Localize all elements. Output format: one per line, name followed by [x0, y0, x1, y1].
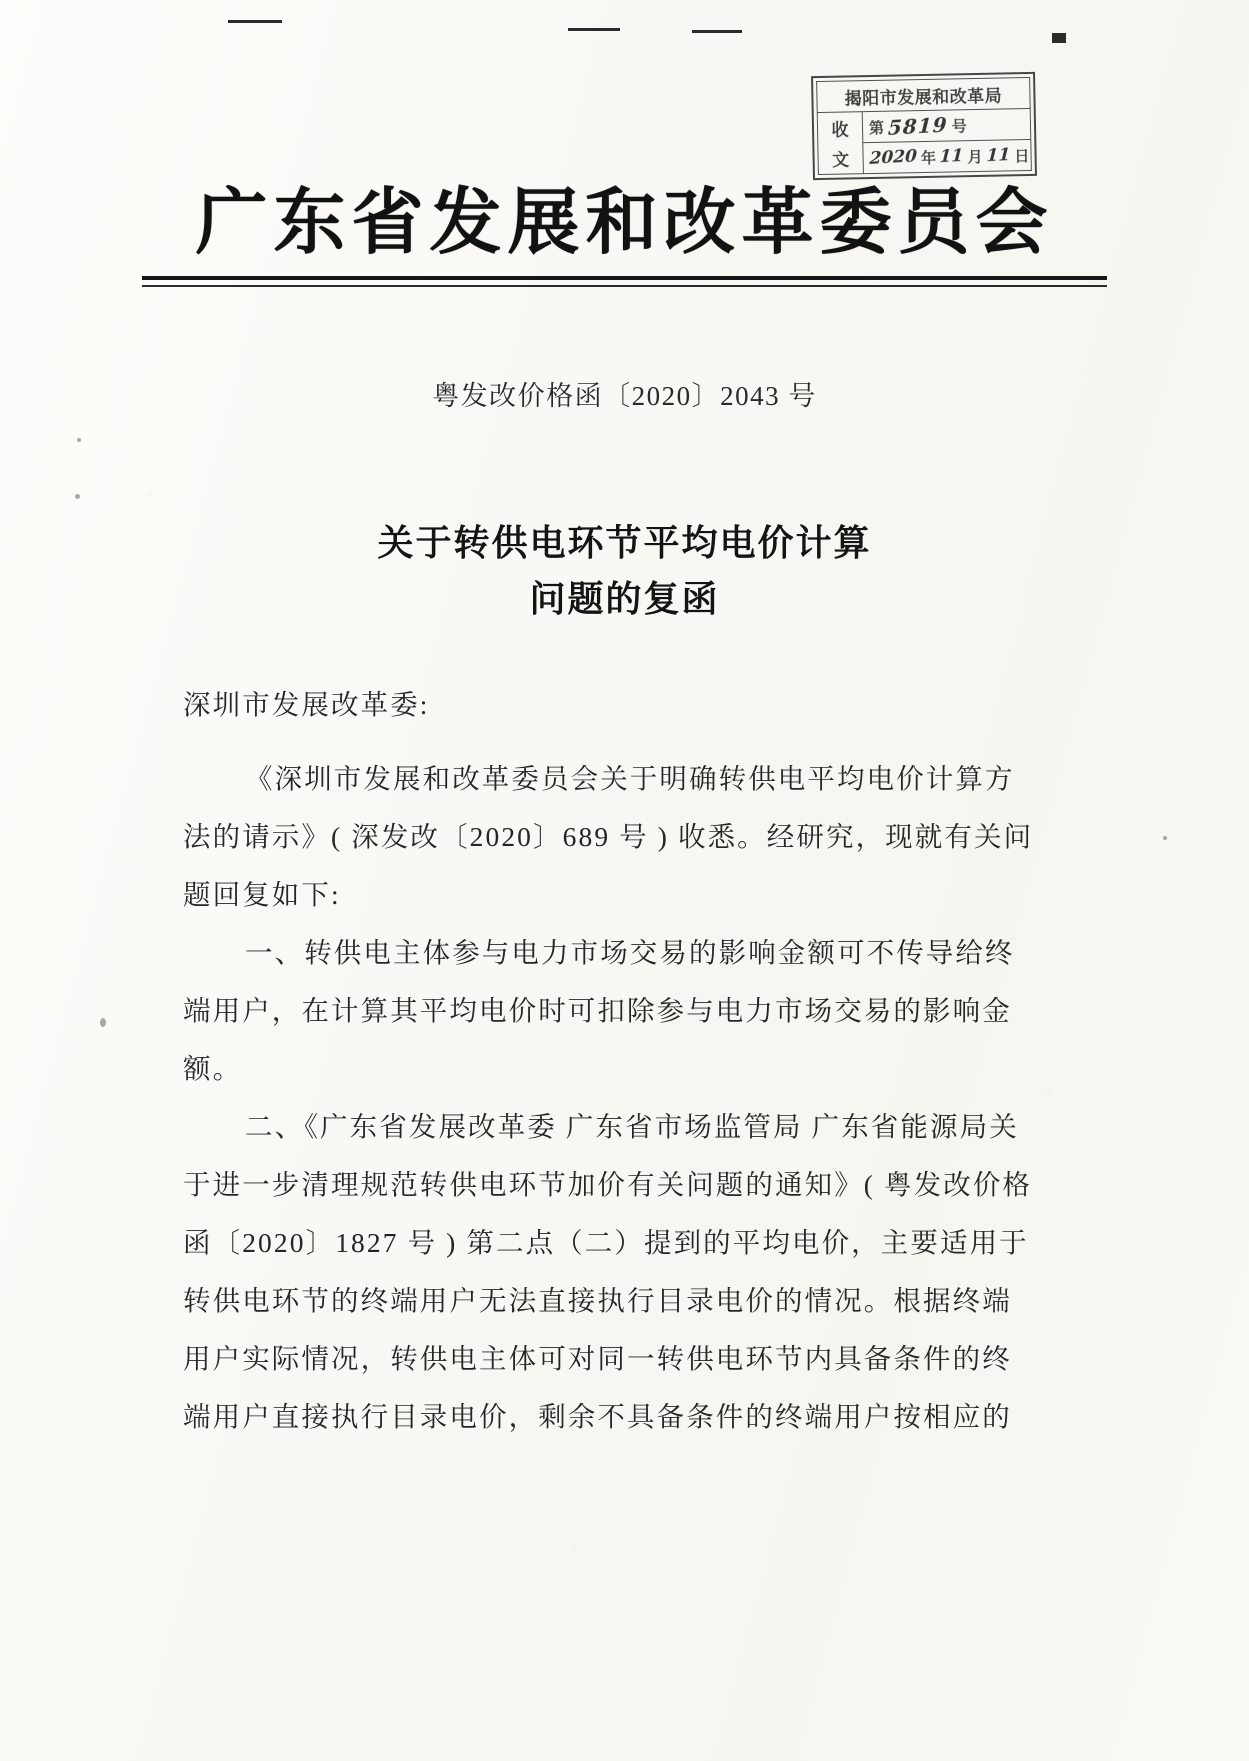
received-stamp-date-year: 2020	[869, 146, 918, 170]
received-stamp-number-value: 5819	[887, 112, 949, 141]
body-line: 端用户，在计算其平均电价时可扣除参与电力市场交易的影响金	[183, 995, 1012, 1026]
page-title-line-2: 问题的复函	[529, 578, 720, 620]
received-stamp-number-prefix: 第	[868, 118, 885, 137]
body-line: 二、《广东省发展改革委 广东省市场监管局 广东省能源局关	[245, 1111, 1019, 1142]
body-line: 于进一步清理规范转供电环节加价有关问题的通知》( 粤发改价格	[183, 1169, 1033, 1200]
masthead-rule-thick	[142, 276, 1107, 280]
issuing-agency-name: 广东省发展和改革委员会	[195, 180, 1054, 264]
received-stamp-date-year-unit: 年	[920, 148, 937, 167]
received-stamp-fields-column	[863, 109, 1031, 173]
received-stamp	[811, 72, 1037, 180]
scan-speck	[1163, 836, 1167, 840]
received-stamp-number-row	[863, 109, 1031, 143]
body-line: 额。	[183, 1053, 243, 1084]
page-title	[0, 516, 1249, 628]
body-line: 转供电环节的终端用户无法直接执行目录电价的情况。根据终端	[183, 1285, 1012, 1316]
received-stamp-date-day-unit: 日	[1014, 146, 1030, 165]
body-paragraphs	[183, 750, 1074, 1446]
masthead	[0, 180, 1249, 264]
received-stamp-frame	[816, 77, 1032, 175]
received-stamp-label-column	[818, 113, 864, 174]
received-stamp-body	[818, 109, 1031, 174]
received-stamp-date-month: 11	[939, 145, 965, 168]
received-stamp-date-day: 11	[986, 144, 1011, 167]
body-line: 用户实际情况，转供电主体可对同一转供电环节内具备条件的终	[183, 1343, 1012, 1374]
page-title-line-1: 关于转供电环节平均电价计算	[377, 523, 872, 564]
scan-speck	[77, 438, 81, 442]
masthead-rule-thin	[142, 285, 1107, 287]
body-line: 一、转供电主体参与电力市场交易的影响金额可不传导给终	[245, 937, 1015, 968]
document-number: 粤发改价格函〔2020〕2043 号	[432, 381, 817, 411]
crop-mark-corner	[1052, 33, 1066, 43]
received-stamp-label-wen: 文	[831, 150, 850, 172]
received-stamp-date-row	[863, 140, 1031, 173]
crop-mark-center	[568, 28, 620, 31]
received-stamp-date-month-unit: 月	[967, 147, 983, 166]
received-stamp-label-shou: 收	[831, 120, 849, 141]
para-intro	[183, 750, 1074, 924]
para-item-2	[183, 1098, 1074, 1446]
body-line: 题回复如下:	[183, 879, 341, 910]
crop-mark-left	[228, 20, 282, 23]
body-line: 《深圳市发展和改革委员会关于明确转供电平均电价计算方	[245, 763, 1015, 794]
body-line: 法的请示》( 深发改〔2020〕689 号 ) 收悉。经研究，现就有关问	[183, 821, 1034, 852]
body-line: 函〔2020〕1827 号 ) 第二点（二）提到的平均电价，主要适用于	[183, 1227, 1029, 1258]
masthead-rule	[142, 276, 1107, 287]
crop-mark-right	[692, 30, 742, 33]
scan-speck	[75, 494, 80, 499]
body-line: 端用户直接执行目录电价，剩余不具备条件的终端用户按相应的	[183, 1401, 1012, 1432]
document-body	[183, 676, 1074, 1446]
received-stamp-title: 揭阳市发展和改革局	[817, 78, 1030, 113]
received-stamp-number-suffix: 号	[951, 116, 967, 136]
para-item-1	[183, 924, 1074, 1098]
salutation: 深圳市发展改革委:	[183, 689, 430, 720]
scan-speck	[100, 1018, 106, 1027]
